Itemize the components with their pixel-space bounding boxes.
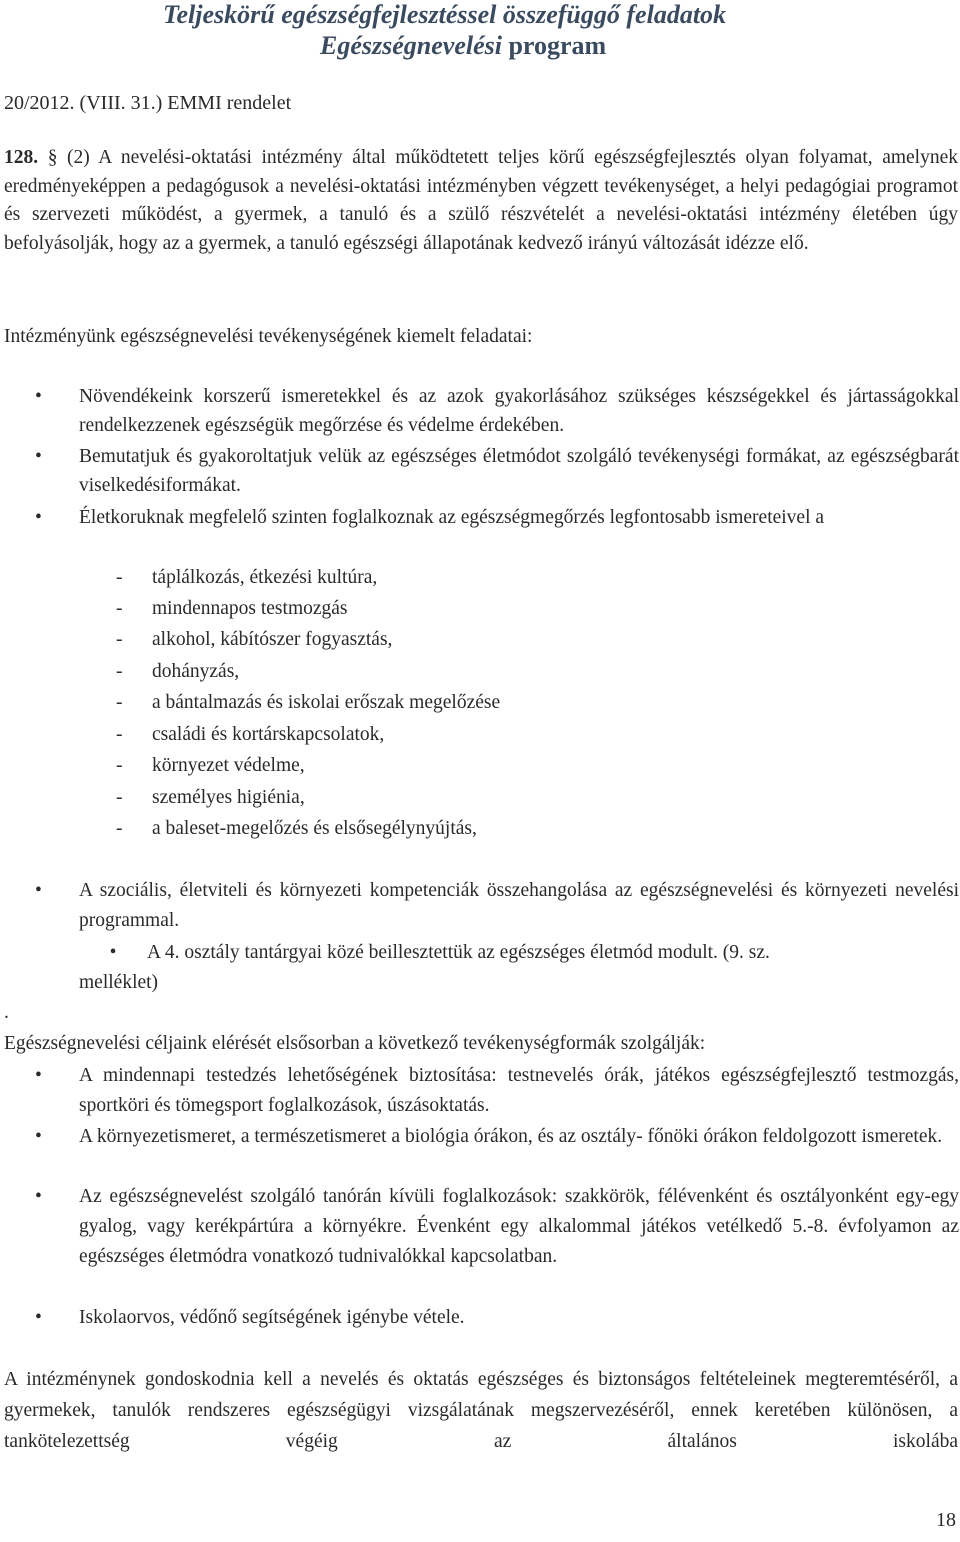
bullet-icon: •	[35, 1186, 42, 1207]
header-title: Teljeskörű egészségfejlesztéssel összefüggő feladatok	[163, 0, 727, 29]
topic-text: táplálkozás, étkezési kultúra,	[152, 567, 378, 588]
list-item-text: Az egészségnevelést szolgáló tanórán kívüli foglalkozások: szakkörök, félévenként és osztályonként egy-egy gyalog, vagy kerékpártúra a környékre. Évenként egy alkalommal játékos vetélkedő 5.-8. évfolyamon az egészséges életmódra vonatkozó tudnivalókkal kapcsolatban.	[79, 1186, 959, 1267]
list-item	[35, 1182, 959, 1272]
topic-item	[116, 688, 500, 718]
topic-text: családi és kortárskapcsolatok,	[152, 724, 385, 745]
topic-text: a bántalmazás és iskolai erőszak megelőzése	[152, 692, 501, 713]
dash-marker: -	[116, 567, 123, 588]
section-text: (2) A nevelési-oktatási intézmény által működtetett teljes körű egészségfejlesztés olyan folyamat, amelynek eredményeképpen a pedagógusok a nevelési-oktatási intézményben végzett tevékenységet, a helyi pedagógiai programot és szervezeti működést, a gyermek, a tanuló és a szülő részvételét a nevelési-oktatási intézmény életében úgy befolyásolják, hogy az a gyermek, a tanuló egészségi állapotának kedvező irányú változását idézze elő.	[4, 147, 958, 254]
list-item-text: A mindennapi testedzés lehetőségének biztosítása: testnevelés órák, játékos egészségfejlesztő testmozgás, sportköri és tömegsport foglalkozások, úszásoktatás.	[79, 1065, 959, 1116]
decree-reference: 20/2012. (VIII. 31.) EMMI rendelet	[4, 92, 292, 114]
topic-item	[116, 625, 392, 655]
topic-item	[116, 563, 377, 593]
bullet-icon: •	[35, 880, 42, 901]
bullet-icon: •	[35, 1126, 42, 1147]
list-item-text: A szociális, életviteli és környezeti kompetenciák összehangolása az egészségnevelési és környezeti nevelési programmal.	[79, 880, 959, 931]
bullet-icon: •	[35, 507, 42, 528]
dash-marker: -	[116, 661, 123, 682]
closing-paragraph: A intézménynek gondoskodnia kell a nevelés és oktatás egészséges és biztonságos feltételeinek megteremtéséről, a gyermekek, tanulók rendszeres egészségügyi vizsgálatának megszervezéséről, ennek keretében különösen, a tankötelezettség végéig az általános iskolába	[4, 1369, 958, 1452]
list-item-text: Bemutatjuk és gyakoroltatjuk velük az egészséges életmódot szolgáló tevékenységi formákat, az egészségbarát viselkedésiformákat.	[79, 446, 959, 496]
list-item-text: Növendékeink korszerű ismeretekkel és az azok gyakorlásához szükséges készségekkel és jártasságokkal rendelkezzenek egészségük megőrzése és védelme érdekében.	[79, 386, 959, 436]
dash-marker: -	[116, 629, 123, 650]
section-number: 128.	[4, 147, 48, 168]
module-line	[79, 938, 770, 968]
header-subtitle-italic: Egészségnevelési	[320, 31, 502, 60]
list-item	[35, 382, 959, 440]
bullet-icon: •	[35, 1307, 42, 1328]
topic-item	[116, 814, 477, 844]
topic-text: a baleset-megelőzés és elsősegélynyújtás,	[152, 818, 477, 839]
list-item-text: Iskolaorvos, védőnő segítségének igénybe vétele.	[79, 1307, 465, 1328]
topic-text: személyes higiénia,	[152, 787, 305, 808]
bullet-icon: •	[35, 446, 42, 467]
topic-text: környezet védelme,	[152, 755, 305, 776]
dash-marker: -	[116, 755, 123, 776]
goals-intro: Egészségnevelési céljaink elérését elsősorban a következő tevékenységformák szolgálják:	[4, 1033, 706, 1054]
topic-text: dohányzás,	[152, 661, 240, 682]
header-subtitle-rest: program	[501, 31, 607, 60]
page-number: 18	[936, 1509, 956, 1531]
topic-item	[116, 783, 305, 813]
topic-text: mindennapos testmozgás	[152, 598, 348, 619]
list-item	[35, 1303, 959, 1333]
bullet-icon: •	[35, 386, 42, 407]
bullet-icon: •	[109, 942, 117, 963]
list-item	[35, 1122, 959, 1152]
list-item-text: Életkoruknak megfelelő szinten foglalkoznak az egészségmegőrzés legfontosabb ismereteivel a	[79, 507, 825, 528]
dash-marker: -	[116, 787, 123, 808]
dash-marker: -	[116, 818, 123, 839]
topic-item	[116, 657, 239, 687]
section-paragraph	[4, 144, 958, 258]
stray-dot: .	[4, 1002, 9, 1023]
dash-marker: -	[116, 692, 123, 713]
topic-item	[116, 594, 348, 624]
topic-item	[116, 751, 305, 781]
tasks-intro: Intézményünk egészségnevelési tevékenységének kiemelt feladatai:	[4, 326, 533, 347]
topic-item	[116, 720, 384, 750]
list-item	[35, 442, 959, 500]
dash-marker: -	[116, 598, 123, 619]
module-line-continued: melléklet)	[79, 972, 159, 993]
module-text: A 4. osztály tantárgyai közé beillesztettük az egészséges életmód modult. (9. sz.	[147, 942, 770, 963]
dash-marker: -	[116, 724, 123, 745]
list-item	[35, 1061, 959, 1121]
header-subtitle	[320, 31, 606, 61]
topic-text: alkohol, kábítószer fogyasztás,	[152, 629, 393, 650]
list-item-text: A környezetismeret, a természetismeret a biológia órákon, és az osztály- főnöki órákon feldolgozott ismeretek.	[79, 1126, 943, 1147]
list-item	[35, 876, 959, 936]
section-symbol: §	[47, 147, 58, 168]
list-item	[35, 503, 959, 533]
bullet-icon: •	[35, 1065, 42, 1086]
